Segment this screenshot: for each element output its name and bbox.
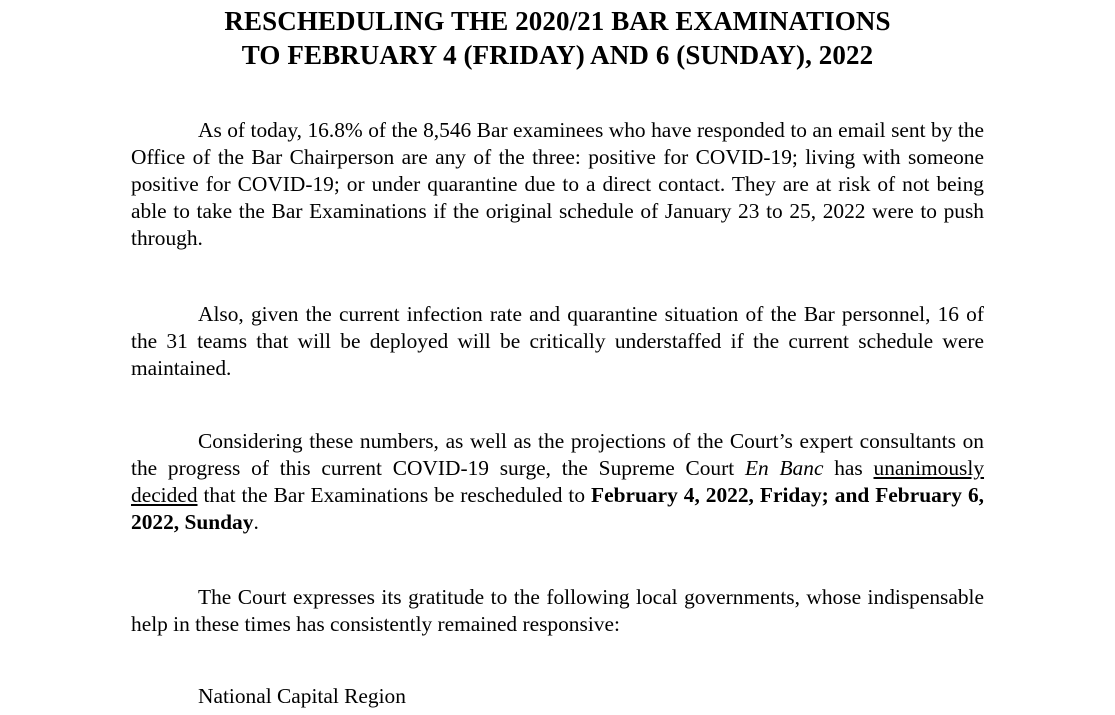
- paragraph-personnel-situation: Also, given the current infection rate and quarantine situation of the Bar personnel, 16 of the 31 teams that will be deployed will be critically understaffed if the current schedule were maintained.: [131, 302, 984, 380]
- decision-text-part-2: has: [823, 456, 874, 480]
- new-exam-dates-bold: February 4, 2022, Friday; and February 6, 2022, Sunday: [131, 483, 984, 534]
- decision-text-part-1: Considering these numbers, as well as the projections of the Court’s expert consultants on the progress of this current COVID-19 surge, the Supreme Court: [131, 429, 984, 480]
- list-item-region: National Capital Region: [198, 684, 406, 708]
- decision-text-part-3: that the Bar Examinations be rescheduled to: [197, 483, 592, 507]
- paragraph-gratitude: The Court expresses its gratitude to the following local governments, whose indispensable help in these times has consistently remained responsive:: [131, 585, 984, 636]
- paragraph-court-decision: [131, 428, 984, 536]
- unanimously-decided-underline: unanimously decided: [131, 456, 985, 507]
- document-title-line-2: TO FEBRUARY 4 (FRIDAY) AND 6 (SUNDAY), 2022: [241, 40, 874, 70]
- paragraph-examinee-status: As of today, 16.8% of the 8,546 Bar examinees who have responded to an email sent by the Office of the Bar Chairperson are any of the three: positive for COVID-19; living with someone positive for COVID-19; or under quarantine due to a direct contact. They are at risk of not being able to take the Bar Examinations if the original schedule of January 23 to 25, 2022 were to push through.: [131, 118, 984, 250]
- document-title-line-1: RESCHEDULING THE 2020/21 BAR EXAMINATIONS: [224, 6, 891, 36]
- decision-text-part-4: .: [253, 510, 259, 534]
- en-banc-italic: En Banc: [744, 456, 824, 480]
